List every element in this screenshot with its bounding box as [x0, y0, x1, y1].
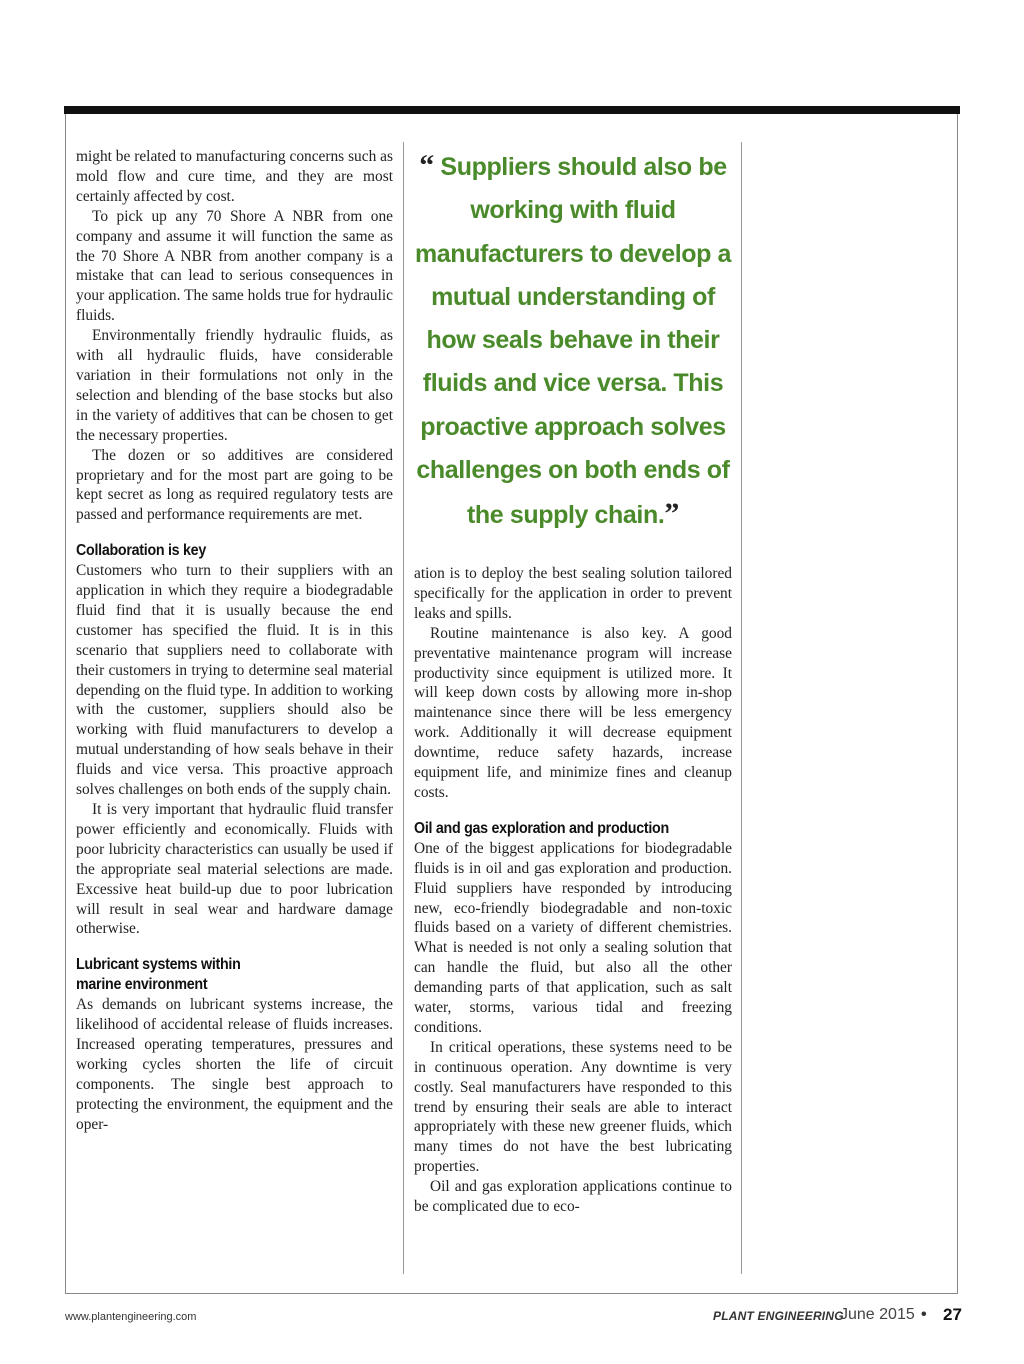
- footer-separator: •: [921, 1306, 927, 1323]
- pull-quote: [414, 144, 732, 538]
- pull-quote-text: Suppliers should also be working with fluid manufacturers to develop a mutual understanding of how seals behave in their fluids and vice versa. This proactive approach solves challenges on both ends of the supply chain.: [414, 153, 732, 530]
- section-heading: [76, 955, 368, 995]
- section-heading: Collaboration is key: [76, 542, 206, 560]
- column-divider-right: [741, 142, 742, 1274]
- section-heading: Oil and gas exploration and production: [414, 819, 669, 837]
- paragraph: Environmentally friendly hydraulic fluids, as with all hydraulic fluids, have considerable variation in their formulations not only in the selection and blending of the base stocks but also in the variety of additives that can be chosen to get the necessary properties.: [76, 327, 393, 444]
- close-quote-mark: ”: [664, 497, 679, 531]
- paragraph: Customers who turn to their suppliers with an application in which they require a biodegradable fluid find that it is usually because the end customer has specified the fluid. It is in this scenario that suppliers need to collaborate with their customers in trying to determine seal material depending on the fluid type. In addition to working with the customer, suppliers should also be working with fluid manufacturers to develop a mutual understanding of how seals behave in their fluids and vice versa. This proactive approach solves challenges on both ends of the supply chain.: [76, 562, 393, 799]
- paragraph: ation is to deploy the best sealing solution tailored specifically for the application in order to prevent leaks and spills.: [414, 565, 732, 622]
- paragraph: To pick up any 70 Shore A NBR from one company and assume it will function the same as the 70 Shore A NBR from another company is a mistake that can lead to serious consequences in your application. The same holds true for hydraulic fluids.: [76, 207, 393, 325]
- column-divider: [403, 142, 404, 1274]
- article-column-left: [76, 147, 393, 1135]
- article-column-right: [414, 564, 732, 1217]
- paragraph: Oil and gas exploration applications continue to be complicated due to eco-: [414, 1178, 732, 1216]
- footer-url: www.plantengineering.com: [65, 1311, 197, 1323]
- top-rule: [64, 106, 960, 114]
- heading-line-2: marine environment: [76, 976, 208, 994]
- paragraph: As demands on lubricant systems increase, the likelihood of accidental release of fluids increases. Increased operating temperatures, pressures and working cycles shorten the life of circuit components. The single best approach to protecting the environment, the equipment and the oper-: [76, 996, 393, 1133]
- open-quote-mark: “: [419, 149, 434, 182]
- paragraph: In critical operations, these systems need to be in continuous operation. Any downtime is very costly. Seal manufacturers have responded to this trend by ensuring their seals are able to interact appropriately with these new greener fluids, which many times do not have the best lubricating properties.: [414, 1038, 732, 1176]
- paragraph: It is very important that hydraulic fluid transfer power efficiently and economically. Fluids with poor lubricity characteristics can usually be used if the appropriate seal material selections are made. Excessive heat build-up due to poor lubrication will result in seal wear and hardware damage otherwise.: [76, 801, 393, 938]
- footer-date: June 2015: [840, 1306, 915, 1323]
- paragraph: The dozen or so additives are considered proprietary and for the most part are going to be kept secret as long as required regulatory tests are passed and performance requirements are met.: [76, 446, 393, 524]
- paragraph: Routine maintenance is also key. A good preventative maintenance program will increase productivity since equipment is utilized more. It will keep down costs by allowing more in-shop maintenance since there will be less emergency work. Additionally it will decrease equipment downtime, reduce safety hazards, increase equipment life, and minimize fines and cleanup costs.: [414, 624, 732, 801]
- paragraph: might be related to manufacturing concerns such as mold flow and cure time, and they are most certainly affected by cost.: [76, 148, 393, 205]
- heading-line-1: Lubricant systems within: [76, 956, 241, 974]
- page-number: 27: [943, 1305, 962, 1324]
- paragraph: One of the biggest applications for biodegradable fluids is in oil and gas exploration and production. Fluid suppliers have responded by introducing new, eco-friendly biodegradable and non-toxic fluids based on a variety of different chemistries. What is needed is not only a sealing solution that can handle the fluid, but also all the other demanding parts of that application, such as salt water, storms, various tidal and freezing conditions.: [414, 839, 732, 1036]
- footer-magazine-name: PLANT ENGINEERING: [713, 1309, 844, 1323]
